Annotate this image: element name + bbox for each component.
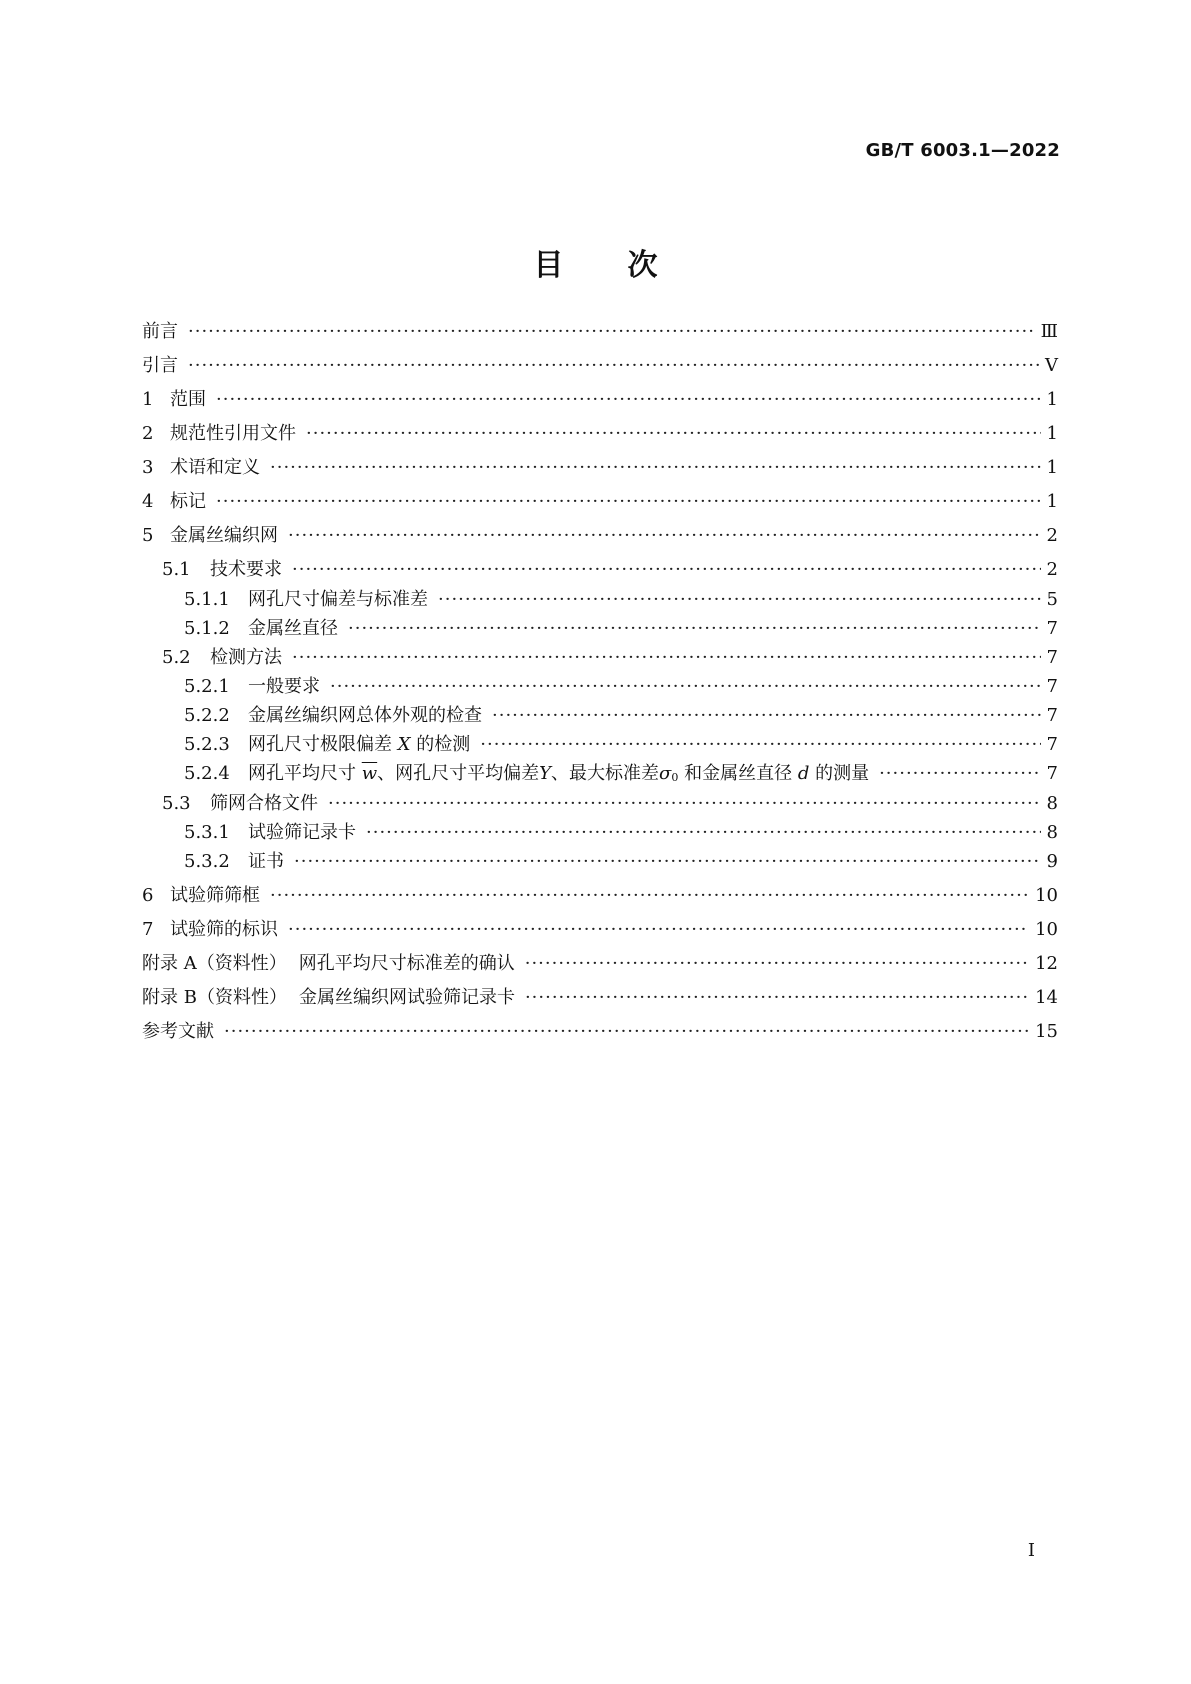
- toc-label-tail: 的检测: [416, 734, 471, 755]
- toc-leader-dots: [492, 702, 1041, 730]
- toc-entry-5-3[interactable]: [142, 790, 1058, 818]
- toc-leader-dots: [366, 819, 1041, 847]
- toc-number: 附录 B（资料性）: [142, 987, 287, 1008]
- toc-leader-dots: [525, 950, 1029, 978]
- toc-label: 证书: [248, 851, 284, 872]
- toc-number: 5.2.1: [184, 676, 230, 697]
- toc-label-part: 、网孔尺寸平均偏差: [377, 763, 540, 784]
- toc-number: 7: [142, 919, 154, 940]
- toc-label-part: 的测量: [815, 763, 870, 784]
- toc-page: 7: [1046, 676, 1058, 697]
- page-number: Ⅰ: [1027, 1540, 1035, 1561]
- toc-label: 一般要求: [248, 676, 320, 697]
- toc-page: 14: [1035, 987, 1058, 1008]
- toc-label-var-x: X: [397, 734, 411, 755]
- toc-page: 1: [1046, 491, 1058, 512]
- toc-label: 引言: [142, 355, 178, 376]
- toc-label-sigma-sub: 0: [671, 771, 679, 784]
- toc-leader-dots: [480, 731, 1040, 759]
- toc-leader-dots: [330, 673, 1041, 701]
- toc-label: 金属丝编织网总体外观的检查: [248, 705, 482, 726]
- toc-entry-7[interactable]: [142, 916, 1058, 944]
- toc-number: 5.1.1: [184, 589, 230, 610]
- toc-entry-5-1-2[interactable]: [142, 615, 1058, 643]
- toc-page: 10: [1035, 919, 1058, 940]
- toc-number: 5.3.2: [184, 851, 230, 872]
- toc-page: 1: [1046, 423, 1058, 444]
- toc-page: 2: [1046, 559, 1058, 580]
- toc-entry-3[interactable]: [142, 454, 1058, 482]
- toc-page: 7: [1046, 647, 1058, 668]
- toc-number: 5.3.1: [184, 822, 230, 843]
- toc-page: 2: [1046, 525, 1058, 546]
- toc-entry-5-2[interactable]: [142, 644, 1058, 672]
- toc-label: 筛网合格文件: [210, 793, 318, 814]
- toc-label-var-d: d: [797, 763, 810, 784]
- toc-page: 9: [1046, 851, 1058, 872]
- toc-label-var-y: Y: [539, 763, 552, 784]
- toc-leader-dots: [328, 790, 1041, 818]
- toc-page: 7: [1046, 734, 1058, 755]
- toc-number: 6: [142, 885, 154, 906]
- toc-entry-5-3-1[interactable]: [142, 819, 1058, 847]
- toc-page: 12: [1035, 953, 1058, 974]
- toc-page: 8: [1046, 793, 1058, 814]
- toc-entry-5-1-1[interactable]: [142, 586, 1058, 614]
- toc-entry-5-2-3[interactable]: [142, 731, 1058, 759]
- toc-entry-2[interactable]: [142, 420, 1058, 448]
- toc-label: 前言: [142, 321, 178, 342]
- toc-number: 2: [142, 423, 154, 444]
- toc-number: 5.2.3: [184, 734, 230, 755]
- toc-leader-dots: [216, 488, 1041, 516]
- toc-label-text: 网孔尺寸极限偏差: [248, 734, 392, 755]
- toc-entry-5-1[interactable]: [142, 556, 1058, 584]
- toc-leader-dots: [348, 615, 1041, 643]
- toc-leader-dots: [294, 848, 1041, 876]
- toc-label: 网孔尺寸偏差与标准差: [248, 589, 428, 610]
- toc-entry-introduction[interactable]: [142, 352, 1058, 380]
- toc-page: 10: [1035, 885, 1058, 906]
- toc-number: 5.3: [162, 793, 191, 814]
- toc-label: 金属丝编织网试验筛记录卡: [298, 987, 515, 1008]
- toc-page: 1: [1046, 389, 1058, 410]
- toc-entry-5-3-2[interactable]: [142, 848, 1058, 876]
- toc-page: 1: [1046, 457, 1058, 478]
- toc-label: 金属丝直径: [248, 618, 338, 639]
- toc-label-part: 、最大标准差: [551, 763, 660, 784]
- toc-entry-foreword[interactable]: [142, 318, 1058, 346]
- toc-label: 术语和定义: [170, 457, 260, 478]
- toc-leader-dots: [288, 916, 1029, 944]
- toc-number: 5.1.2: [184, 618, 230, 639]
- toc-number: 4: [142, 491, 154, 512]
- toc-label-var-w: $\overline{w}$: [361, 763, 378, 784]
- toc-label: [248, 760, 869, 792]
- toc-entry-5[interactable]: [142, 522, 1058, 550]
- toc-page: Ⅴ: [1045, 355, 1058, 376]
- toc-page: 7: [1046, 763, 1058, 784]
- toc-page: 5: [1046, 589, 1058, 610]
- toc-number: 1: [142, 389, 154, 410]
- toc-leader-dots: [188, 318, 1035, 346]
- toc-leader-dots: [216, 386, 1041, 414]
- toc-page: Ⅲ: [1040, 321, 1058, 342]
- toc-leader-dots: [270, 882, 1029, 910]
- toc-label-var-sigma: σ: [659, 763, 672, 784]
- standard-code: GB/T 6003.1—2022: [865, 140, 1060, 161]
- toc-leader-dots: [288, 522, 1041, 550]
- toc-entry-references[interactable]: [142, 1018, 1058, 1046]
- toc-label-part: 网孔平均尺寸: [248, 763, 356, 784]
- toc-page: 15: [1035, 1021, 1058, 1042]
- toc-leader-dots: [292, 556, 1041, 584]
- toc-number: 5.1: [162, 559, 191, 580]
- toc-label: 检测方法: [210, 647, 282, 668]
- page-title: [0, 240, 1191, 284]
- toc-label: [248, 731, 470, 759]
- toc-label: 标记: [170, 491, 206, 512]
- toc-number: 附录 A（资料性）: [142, 953, 287, 974]
- toc-leader-dots: [879, 760, 1040, 788]
- toc-leader-dots: [525, 984, 1029, 1012]
- toc-entry-appendix-b[interactable]: [142, 984, 1058, 1012]
- toc-label: 规范性引用文件: [170, 423, 296, 444]
- toc-number: 5.2: [162, 647, 191, 668]
- toc-label: 网孔平均尺寸标准差的确认: [298, 953, 515, 974]
- toc-entry-5-2-2[interactable]: [142, 702, 1058, 730]
- toc-label-part: 和金属丝直径: [684, 763, 793, 784]
- toc-entry-5-2-4[interactable]: [142, 760, 1058, 788]
- toc-number: 5.2.2: [184, 705, 230, 726]
- toc-leader-dots: [188, 352, 1039, 380]
- toc-page: 7: [1046, 705, 1058, 726]
- toc-page: 8: [1046, 822, 1058, 843]
- toc-leader-dots: [438, 586, 1041, 614]
- toc-leader-dots: [292, 644, 1041, 672]
- toc-entry-4[interactable]: [142, 488, 1058, 516]
- toc-label: 范围: [170, 389, 206, 410]
- toc-label: 试验筛筛框: [170, 885, 260, 906]
- toc-number: 5.2.4: [184, 763, 230, 784]
- toc-entry-appendix-a[interactable]: [142, 950, 1058, 978]
- title-part-2: 次: [627, 248, 658, 283]
- toc-entry-5-2-1[interactable]: [142, 673, 1058, 701]
- title-part-1: 目: [533, 248, 564, 283]
- toc-leader-dots: [306, 420, 1041, 448]
- toc-label: 试验筛的标识: [170, 919, 278, 940]
- toc-leader-dots: [224, 1018, 1029, 1046]
- toc-label: 参考文献: [142, 1021, 214, 1042]
- toc-leader-dots: [270, 454, 1041, 482]
- toc-label: 试验筛记录卡: [248, 822, 356, 843]
- toc-number: 3: [142, 457, 154, 478]
- toc-label: 金属丝编织网: [170, 525, 278, 546]
- toc-entry-6[interactable]: [142, 882, 1058, 910]
- toc-label: 技术要求: [210, 559, 282, 580]
- toc-page: 7: [1046, 618, 1058, 639]
- toc-entry-1[interactable]: [142, 386, 1058, 414]
- toc-number: 5: [142, 525, 154, 546]
